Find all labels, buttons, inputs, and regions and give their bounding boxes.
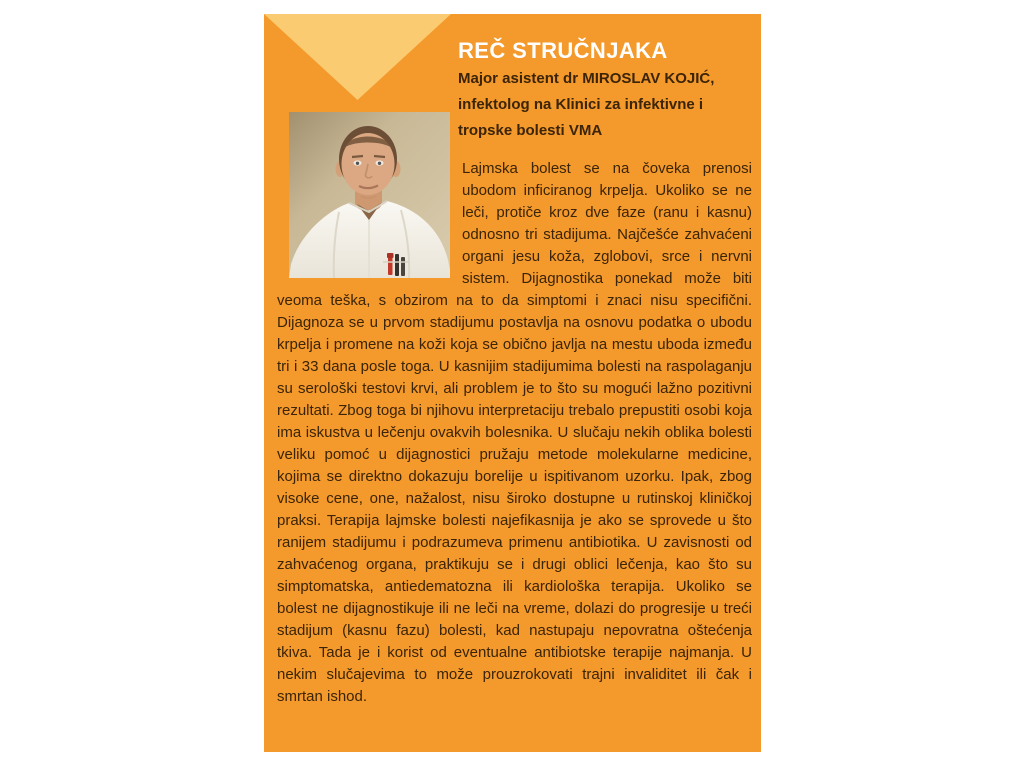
subtitle-line-3: tropske bolesti VMA (458, 122, 603, 139)
article (277, 158, 752, 708)
subtitle-line-2: infektolog na Klinici za infektivne i (458, 96, 704, 113)
page-title: REČ STRUČNJAKA (458, 38, 668, 63)
orange-panel (264, 14, 761, 752)
article-text: Lajmska bolest se na čoveka prenosi ubodom inficiranog krpelja. Ukoliko se ne leči, protiče kroz dve faze (ranu i kasnu) odnosno tri stadijuma. Najčešće zahvaćeni organi jesu koža, zglobovi, srce i nervni sistem. Dijagnostika ponekad može biti veoma teška, s obzirom na to da simptomi i znaci nisu specifični. Dijagnoza se u prvom stadijumu postavlja na osnovu podatka o ubodu krpelja i promene na koži koja se obično javlja na mestu uboda između tri i 33 dana posle toga. U kasnijim stadijumima bolesti na raspolaganju su serološki testovi krvi, ali problem je to što su mogući lažno pozitivni rezultati. Zbog toga bi njihovu interpretaciju trebalo prepustiti osobi koja ima iskustva u lečenju ovakvih bolesnika. U slučaju nekih oblika bolesti veliku pomoć u dijagnostici pružaju metode molekularne medicine, kojima se direktno dokazuju borelije u ispitivanom uzorku. Ipak, zbog visoke cene, one, nažalost, nisu široko dostupne u rutinskoj kliničkoj praksi. Terapija lajmske bolesti najefikasnija je ako se sprovede u što ranijem stadijumu i podrazumeva primenu antibiotika. U zavisnosti od zahvaćenog organa, praktikuju se i drugi oblici lečenja, kao što su simptomatska, antiedematozna ili kardiološka terapija. Ukoliko se bolest ne dijagnostikuje ili ne leči na vreme, dolazi do progresije u treći stadijum (kasnu fazu) bolesti, kad nastupaju nepovratna oštećenja tkiva. Tada je i korist od eventualne antibiotske terapije najmanja. U nekim slučajevima to može prouzrokovati trajni invaliditet ili čak i smrtan ishod. (277, 160, 752, 705)
photo-wrap-spacer (277, 158, 462, 277)
corner-fold-triangle-icon (264, 14, 451, 100)
subtitle-line-1: Major asistent dr MIROSLAV KOJIĆ, (458, 70, 715, 87)
header-block (458, 36, 758, 144)
